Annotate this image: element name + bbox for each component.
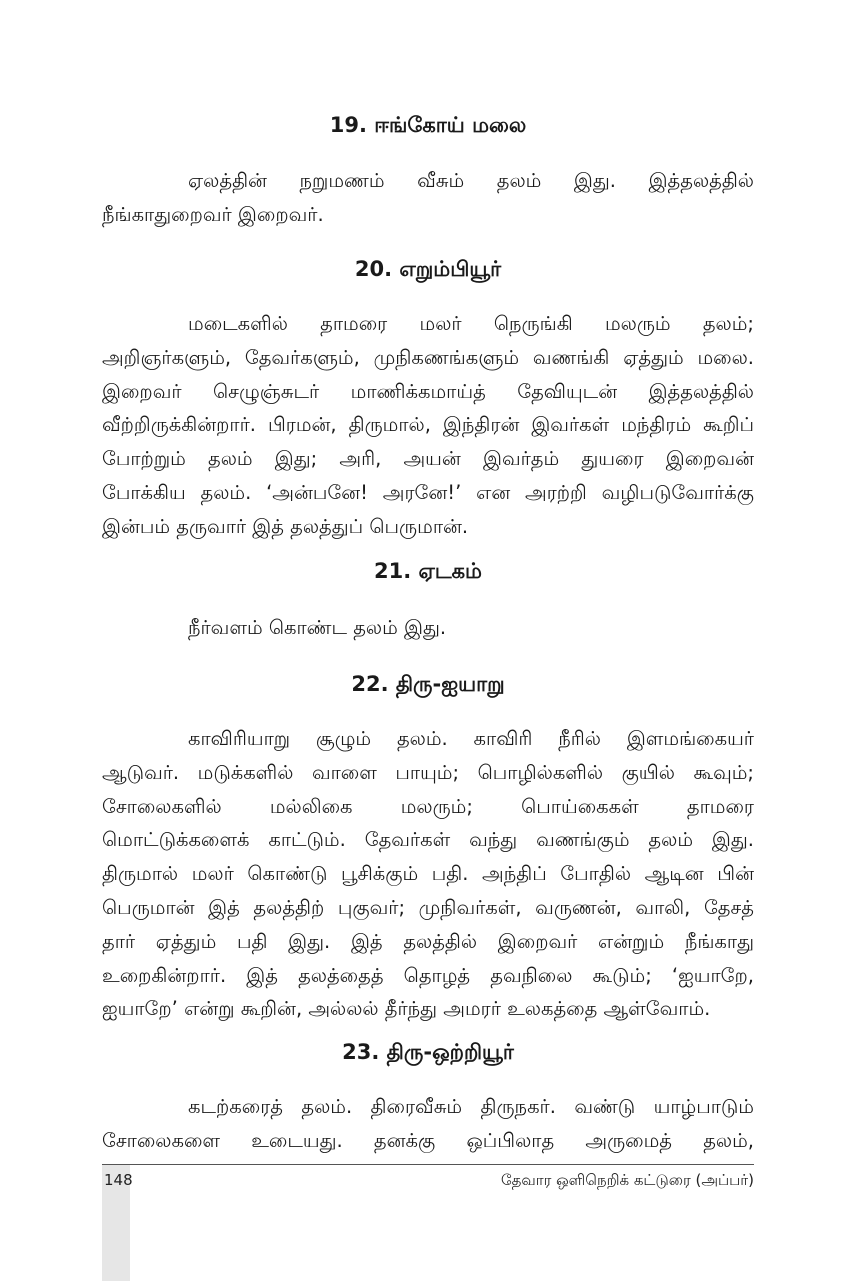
section-paragraph (102, 1090, 754, 1158)
paragraph-line: ஆடுவர். மடுக்களில் வாளை பாயும்; பொழில்களில் குயில் கூவும்; (102, 760, 754, 784)
page-number: 148 (104, 1171, 133, 1189)
paragraph-line: ஏலத்தின் நறுமணம் வீசும் தலம் இது. இத்தலத்தில் (188, 169, 754, 192)
section-heading: 20. எறும்பியூர் (354, 257, 502, 281)
paragraph-line: காவிரியாறு சூழும் தலம். காவிரி நீரில் இளமங்கையர் (188, 727, 754, 750)
section-paragraph (102, 307, 754, 544)
paragraph-line: வீற்றிருக்கின்றார். பிரமன், திருமால், இந்திரன் இவர்கள் மந்திரம் கூறிப் (102, 413, 754, 437)
paragraph-line: போற்றும் தலம் இது; அரி, அயன் இவர்தம் துயரை இறைவன் (102, 447, 754, 471)
section-heading: 22. திரு-ஐயாறு (351, 672, 505, 696)
section-paragraph (102, 722, 754, 1026)
section-paragraph (102, 611, 754, 645)
paragraph-line: சோலைகளை உடையது. தனக்கு ஒப்பிலாத அருமைத் தலம், (102, 1128, 754, 1152)
footer-divider (102, 1164, 754, 1165)
paragraph-line: பெருமான் இத் தலத்திற் புகுவர்; முநிவர்கள், வருணன், வாலி, தேசத் (102, 895, 754, 919)
paragraph-line: தார் ஏத்தும் பதி இது. இத் தலத்தில் இறைவர் என்றும் நீங்காது (102, 929, 754, 953)
paragraph-line: போக்கிய தலம். ‘அன்பனே! அரனே!’ என அரற்றி வழிபடுவோர்க்கு (102, 480, 754, 504)
paragraph-line: கடற்கரைத் தலம். திரைவீசும் திருநகர். வண்டு யாழ்பாடும் (188, 1095, 754, 1118)
section-heading: 19. ஈங்கோய் மலை (329, 113, 527, 137)
paragraph-line: சோலைகளில் மல்லிகை மலரும்; பொய்கைகள் தாமரை (102, 794, 754, 818)
section-heading: 23. திரு-ஒற்றியூர் (342, 1040, 514, 1064)
paragraph-line: ஐயாறே’ என்று கூறின், அல்லல் தீர்ந்து அமரர் உலகத்தை ஆள்வோம். (102, 997, 711, 1021)
paragraph-line: உறைகின்றார். இத் தலத்தைத் தொழத் தவநிலை கூடும்; ‘ஐயாறே, (102, 963, 754, 987)
paragraph-line: மொட்டுக்களைக் காட்டும். தேவர்கள் வந்து வணங்கும் தலம் இது. (102, 828, 754, 852)
paragraph-line: இன்பம் தருவார் இத் தலத்துப் பெருமான். (102, 514, 469, 538)
paragraph-line: நீங்காதுறைவர் இறைவர். (102, 202, 324, 226)
section-paragraph (102, 164, 754, 232)
section-heading: 21. ஏடகம் (374, 559, 482, 583)
paragraph-line: மடைகளில் தாமரை மலர் நெருங்கி மலரும் தலம்; (188, 312, 754, 335)
paragraph-line: அறிஞர்களும், தேவர்களும், முநிகணங்களும் வணங்கி ஏத்தும் மலை. (102, 345, 754, 369)
running-footer-title: தேவார ஒளிநெறிக் கட்டுரை (அப்பர்) (500, 1171, 754, 1189)
paragraph-line: நீர்வளம் கொண்ட தலம் இது. (188, 616, 447, 639)
paragraph-line: இறைவர் செழுஞ்சுடர் மாணிக்கமாய்த் தேவியுடன் இத்தலத்தில் (102, 379, 754, 403)
paragraph-line: திருமால் மலர் கொண்டு பூசிக்கும் பதி. அந்திப் போதில் ஆடின பின் (102, 862, 754, 886)
